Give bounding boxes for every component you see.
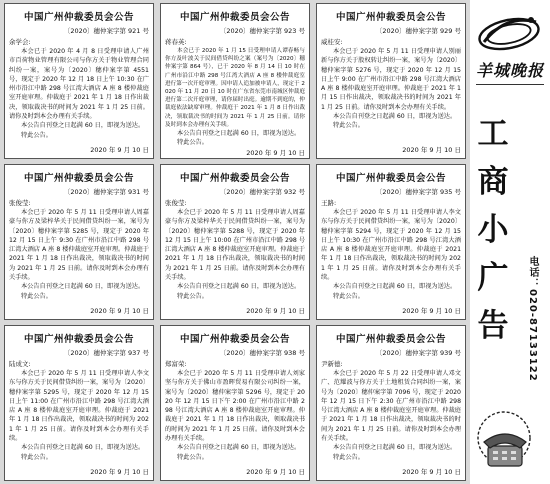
notice-title: 中国广州仲裁委员会公告 — [335, 173, 446, 184]
notice-card — [160, 164, 310, 320]
notice-date: 2020 年 9 月 10 日 — [90, 307, 149, 315]
notice-case-number: 〔2020〕穗仲案字第 923 号 — [219, 27, 305, 35]
notice-recipient: 尹新德: — [321, 360, 343, 368]
ad-sidebar — [470, 0, 550, 484]
notice-footer: 本公告自刊登之日起满 60 日，即视为送达。 — [333, 283, 457, 291]
notice-card — [160, 3, 310, 159]
masthead-title: 羊城晚报 — [475, 61, 544, 80]
divider — [476, 84, 544, 85]
notice-case-number: 〔2020〕穗仲案字第 921 号 — [63, 27, 149, 35]
notice-body: 本会已于 2020 年 5 月 22 日受理申请人邓文广、范耀波与你方关于土地租赁合同纠纷一案，案号为〔2020〕穗仲案字第 7096 号，现定于 2020 年 12 月 15 日下午 2:30 在广州市沿江中路 298 号江湾大酒店 A 座 8 楼仲裁庭室开庭审理。仲裁庭于 2021 年 1 月 18 日作出裁决，领取裁决书的时间为 2021 年 1 月 25 日前。请你及时到本会办理有关手续。 — [321, 370, 461, 443]
notice-footer: 本公告自刊登之日起满 60 日，即视为送达。 — [177, 130, 301, 138]
notice-case-number: 〔2020〕穗仲案字第 932 号 — [219, 188, 305, 196]
notice-body: 本会已于 2020 年 4 月 8 日受理申请人广州市百荷物业管理有限公司与你方关于物业管理合同纠纷一案，案号为〔2020〕穗仲案字第 4551 号，现定于 2020 年 12 月 18 日上午 10:30 在广州市沿江中路 298 号江湾大酒店 A 座 8 楼仲裁庭室开庭审理。仲裁庭于 2021 年 1 月 18 日作出裁决，领取裁决书的时间为 2021 年 1 月 25 日前。请你及时到本会办理有关手续。 — [9, 48, 149, 121]
notice-footer: 本公告自刊登之日起满 60 日，即视为送达。 — [21, 122, 145, 130]
notice-title: 中国广州仲裁委员会公告 — [23, 173, 134, 184]
notice-card — [160, 325, 310, 481]
notice-case-number: 〔2020〕穗仲案字第 931 号 — [63, 188, 149, 196]
notice-date: 2020 年 9 月 10 日 — [246, 148, 305, 157]
notice-recipient: 张俊莹: — [9, 199, 31, 207]
telephone-icon — [476, 408, 540, 474]
notice-sign: 特此公告。 — [177, 453, 208, 461]
phone-number: 电话：020-87133122 — [527, 256, 538, 382]
section-title: 工商小广告 — [477, 116, 509, 344]
notice-sign: 特此公告。 — [21, 453, 52, 461]
swirl-logo-icon — [476, 12, 542, 52]
notice-sign: 特此公告。 — [333, 292, 364, 300]
notice-card — [4, 164, 154, 320]
notice-sign: 特此公告。 — [333, 453, 364, 461]
notice-body: 本会已于 2020 年 5 月 11 日受理申请人李文东与你方关于民间借贷纠纷一案，案号为〔2020〕穗仲案字第 5294 号，现定于 2020 年 12 月 15 日上午 10:30 在广州市沿江中路 298 号江湾大酒店 A 座 8 楼仲裁庭室开庭审理。仲裁庭于 2021 年 1 月 18 日作出裁决，领取裁决书的时间为 2021 年 1 月 25 日前。请你及时到本会办理有关手续。 — [321, 209, 461, 282]
notice-body: 本会已于 2020 年 5 月 11 日受理申请人周嘉豪与你方及梁梓华关于民间借贷纠纷一案，案号为〔2020〕穗仲案字第 5285 号，现定于 2020 年 12 月 15 日上午 9:30 在广州市沿江中路 298 号江湾大酒店 A 座 8 楼仲裁庭室开庭审理。仲裁庭于 2021 年 1 月 18 日作出裁决，领取裁决书的时间为 2021 年 1 月 25 日前。请你及时到本会办理有关手续。 — [9, 209, 149, 282]
notice-footer: 本公告自刊登之日起满 60 日，即视为送达。 — [177, 283, 301, 291]
notice-case-number: 〔2020〕穗仲案字第 935 号 — [375, 188, 461, 196]
notice-title: 中国广州仲裁委员会公告 — [179, 334, 290, 345]
notice-card — [4, 325, 154, 481]
notice-card — [316, 164, 466, 320]
notice-date: 2020 年 9 月 10 日 — [90, 468, 149, 476]
notice-recipient: 王路: — [321, 199, 337, 207]
notice-title: 中国广州仲裁委员会公告 — [179, 173, 290, 184]
notice-case-number: 〔2020〕穗仲案字第 939 号 — [375, 349, 461, 357]
notice-recipient: 郑富荣: — [165, 360, 187, 368]
notice-sign: 特此公告。 — [333, 122, 364, 130]
notice-sign: 特此公告。 — [21, 131, 52, 139]
notice-footer: 本公告自刊登之日起满 60 日，即视为送达。 — [333, 444, 457, 452]
notice-date: 2020 年 9 月 10 日 — [402, 146, 461, 154]
notice-date: 2020 年 9 月 10 日 — [246, 468, 305, 476]
notice-footer: 本公告自刊登之日起满 60 日，即视为送达。 — [21, 444, 145, 452]
notice-card — [316, 325, 466, 481]
notice-date: 2020 年 9 月 10 日 — [402, 468, 461, 476]
notice-recipient: 威桂安: — [321, 38, 343, 46]
notice-card — [4, 3, 154, 159]
notice-recipient: 陆成文: — [9, 360, 31, 368]
notice-sign: 特此公告。 — [21, 292, 52, 300]
notice-sign: 特此公告。 — [177, 139, 208, 147]
notice-recipient: 蒋春英: — [165, 38, 187, 46]
notice-body: 本会已于 2020 年 1 月 15 日受理申请人谭春畅与你方及叶波关于民间借贷纠纷之案（案号为〔2020〕穗仲案字第 864 号），已于 2020 年 8 月 14 日 10 时在广州市沿江中路 298 号江湾大酒店 A 座 8 楼仲裁庭室进行第一次开庭审理。因申请人追加被申请人，现定于 2020 年 11 月 20 日 10 时在广东省东莞市南城区仲裁庭进行第二次开庭审理，请你届时出庭。逾期不到庭的，仲裁庭依法缺席审理。仲裁庭于 2021 年 1 月 8 日作出裁决，领取裁决书的时间为 2021 年 1 月 25 日前。请你及时到本会办理有关手续。 — [165, 48, 305, 128]
notice-title: 中国广州仲裁委员会公告 — [335, 12, 446, 23]
notice-footer: 本公告自刊登之日起满 60 日，即视为送达。 — [333, 113, 457, 121]
notice-date: 2020 年 9 月 10 日 — [246, 307, 305, 315]
notice-body: 本会已于 2020 年 5 月 11 日受理申请人李文东与你方关于民间借贷纠纷一案，案号为〔2020〕穗仲案字第 5295 号，现定于 2020 年 12 月 15 日上午 11:00 在广州市沿江中路 298 号江湾大酒店 A 座 8 楼仲裁庭室开庭审理。仲裁庭于 2021 年 1 月 18 日作出裁决，领取裁决书的时间为 2021 年 1 月 25 日前。请你及时到本会办理有关手续。 — [9, 370, 149, 443]
notice-footer: 本公告自刊登之日起满 60 日，即视为送达。 — [177, 444, 301, 452]
notice-case-number: 〔2020〕穗仲案字第 938 号 — [219, 349, 305, 357]
notice-title: 中国广州仲裁委员会公告 — [23, 12, 134, 23]
notice-card — [316, 3, 466, 159]
notice-case-number: 〔2020〕穗仲案字第 937 号 — [63, 349, 149, 357]
notice-recipient: 余学会: — [9, 38, 31, 46]
notice-date: 2020 年 9 月 10 日 — [402, 307, 461, 315]
notice-title: 中国广州仲裁委员会公告 — [179, 12, 290, 23]
notice-body: 本会已于 2020 年 5 月 11 日受理申请人刘家坚与你方关于佛山市盈晖贸易有限公司纠纷一案，案号为〔2020〕穗仲案字第 5296 号，现定于 2020 年 12 月 15 日下午 2:00 在广州市沿江中路 298 号江湾大酒店 A 座 8 楼仲裁庭室开庭审理。仲裁庭于 2021 年 1 月 18 日作出裁决，领取裁决书的时间为 2021 年 1 月 25 日前。请你及时到本会办理有关手续。 — [165, 370, 305, 443]
notice-title: 中国广州仲裁委员会公告 — [23, 334, 134, 345]
notice-footer: 本公告自刊登之日起满 60 日，即视为送达。 — [21, 283, 145, 291]
notice-recipient: 张俊莹: — [165, 199, 187, 207]
notice-case-number: 〔2020〕穗仲案字第 929 号 — [375, 27, 461, 35]
notice-grid — [4, 3, 466, 481]
notice-date: 2020 年 9 月 10 日 — [90, 146, 149, 154]
notice-body: 本会已于 2020 年 5 月 11 日受理申请人别丽新与你方关于股权转让纠纷一案，案号为〔2020〕穗仲案字第 5276 号，现定于 2020 年 12 月 15 日上午 9:00 在广州市沿江中路 298 号江湾大酒店 A 座 8 楼仲裁庭室开庭审理。仲裁庭于 2021 年 1 月 15 日作出裁决，领取裁决书的时间为 2021 年 1 月 25 日前。请你及时到本会办理有关手续。 — [321, 48, 461, 111]
notice-title: 中国广州仲裁委员会公告 — [335, 334, 446, 345]
notice-sign: 特此公告。 — [177, 292, 208, 300]
notice-body: 本会已于 2020 年 5 月 11 日受理申请人周嘉豪与你方及梁梓华关于民间借贷纠纷一案，案号为〔2020〕穗仲案字第 5288 号，现定于 2020 年 12 月 15 日上午 10:00 在广州市沿江中路 298 号江湾大酒店 A 座 8 楼仲裁庭室开庭审理。仲裁庭于 2021 年 1 月 18 日作出裁决，领取裁决书的时间为 2021 年 1 月 25 日前。请你及时到本会办理有关手续。 — [165, 209, 305, 282]
